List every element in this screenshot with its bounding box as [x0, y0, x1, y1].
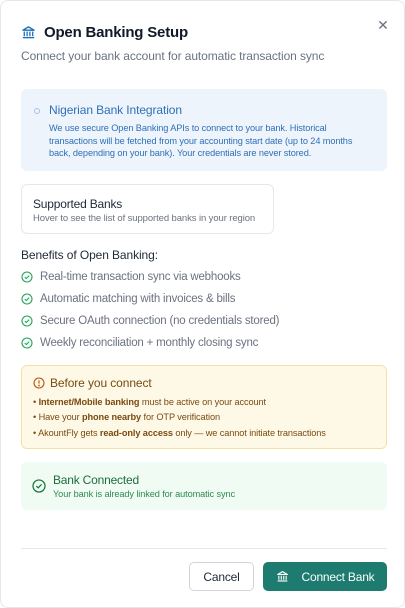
- status-subtitle: Your bank is already linked for automatic sync: [53, 489, 235, 499]
- supported-banks-title: Supported Banks: [33, 197, 123, 211]
- info-text: We use secure Open Banking APIs to connect to your bank. Historical transactions will be fetched from your accounting start date (up to 24 months back, depending on your bank). Your credentials are never stored.: [49, 123, 353, 159]
- warning-header: [33, 376, 152, 390]
- benefit-item: [21, 337, 258, 349]
- supported-banks-card[interactable]: [21, 184, 274, 234]
- alert-circle-icon: [33, 377, 45, 389]
- benefits-heading: Benefits of Open Banking:: [21, 248, 158, 262]
- warning-text: for OTP verification: [141, 412, 220, 422]
- warning-item: [33, 397, 266, 407]
- warning-bold: phone nearby: [82, 412, 142, 422]
- page-title: Open Banking Setup: [44, 24, 188, 41]
- warning-item: [33, 412, 220, 422]
- benefit-item: [21, 315, 279, 327]
- bank-icon: [21, 25, 36, 40]
- bullet: •: [33, 412, 37, 422]
- benefit-item: [21, 271, 241, 283]
- benefit-text: Real-time transaction sync via webhooks: [40, 271, 241, 283]
- warning-bold: Internet/Mobile banking: [38, 397, 140, 407]
- benefit-text: Secure OAuth connection (no credentials stored): [40, 315, 280, 327]
- info-banner: [21, 89, 387, 171]
- warning-banner: [21, 365, 387, 449]
- benefit-text: Weekly reconciliation + monthly closing sync: [40, 337, 259, 349]
- page-subtitle: Connect your bank account for automatic transaction sync: [21, 49, 325, 63]
- check-circle-icon: [21, 337, 33, 349]
- footer-divider: [21, 548, 387, 549]
- check-circle-icon: [32, 479, 46, 493]
- check-circle-icon: [21, 293, 33, 305]
- check-circle-icon: [21, 271, 33, 283]
- warning-item: [33, 428, 326, 438]
- connect-bank-label: Connect Bank: [301, 569, 375, 584]
- cancel-button[interactable]: Cancel: [189, 562, 254, 591]
- status-title: Bank Connected: [53, 473, 139, 487]
- check-circle-icon: [21, 315, 33, 327]
- benefit-text: Automatic matching with invoices & bills: [40, 293, 236, 305]
- supported-banks-hint: Hover to see the list of supported banks in your region: [33, 213, 256, 224]
- warning-text: AkountFly gets: [38, 428, 100, 438]
- bank-icon: [276, 570, 289, 583]
- connect-bank-button[interactable]: [263, 562, 387, 591]
- warning-title: Before you connect: [50, 376, 152, 390]
- close-icon[interactable]: ✕: [377, 16, 389, 33]
- bullet: •: [33, 397, 37, 407]
- warning-text: only — we cannot initiate transactions: [172, 428, 326, 438]
- bullet: •: [33, 428, 37, 438]
- warning-text: must be active on your account: [139, 397, 267, 407]
- info-dot-icon: [34, 108, 40, 114]
- info-title: Nigerian Bank Integration: [49, 103, 182, 117]
- warning-text: Have your: [38, 412, 83, 422]
- warning-bold: read-only access: [99, 428, 173, 438]
- connection-status-banner: [21, 462, 387, 510]
- benefit-item: [21, 293, 235, 305]
- dialog-header: [21, 24, 188, 41]
